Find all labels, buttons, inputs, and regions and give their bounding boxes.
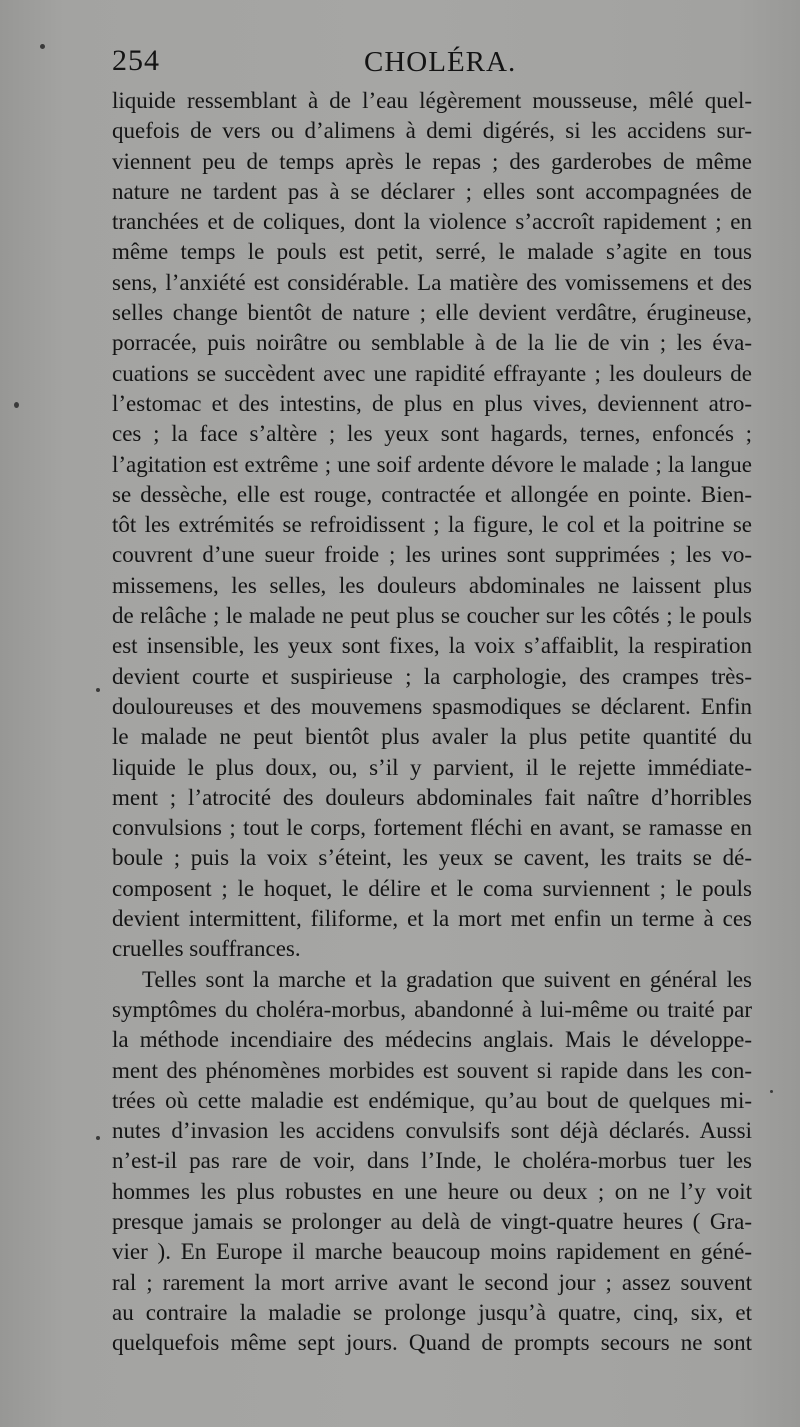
text-line: tranchées et de coliques, dont la violence s’accroît rapidement ; en [112, 209, 752, 235]
text-line: est insensible, les yeux sont fixes, la voix s’affaiblit, la respiration [112, 633, 752, 659]
text-line: presque jamais se prolonger au delà de vingt-quatre heures ( Gra- [112, 1208, 752, 1234]
text-line: cuations se succèdent avec une rapidité effrayante ; les douleurs de [112, 360, 752, 386]
text-line: convulsions ; tout le corps, fortement fléchi en avant, se ramasse en [112, 815, 752, 841]
text-line: ment ; l’atrocité des douleurs abdominales fait naître d’horribles [112, 784, 752, 810]
text-line: trées où cette maladie est endémique, qu’au bout de quelques mi- [112, 1087, 752, 1113]
text-line: cruelles souffrances. [112, 936, 301, 962]
text-line: ces ; la face s’altère ; les yeux sont hagards, ternes, enfoncés ; [112, 421, 752, 447]
text-line: quefois de vers ou d’alimens à demi digérés, si les accidens sur- [112, 118, 752, 144]
page-number: 254 [112, 44, 160, 77]
running-head: CHOLÉRA. [364, 46, 517, 78]
text-line: nature ne tardent pas à se déclarer ; elles sont accompagnées de [112, 178, 752, 204]
text-line: liquide le plus doux, ou, s’il y parvient, il le rejette immédiate- [112, 754, 752, 780]
text-line: sens, l’anxiété est considérable. La matière des vomissemens et des [112, 269, 752, 295]
paper-speck [40, 44, 45, 49]
text-line: symptômes du choléra-morbus, abandonné à lui-même ou traité par [112, 996, 752, 1022]
text-line: couvrent d’une sueur froide ; les urines sont supprimées ; les vo- [112, 542, 752, 568]
paper-speck [96, 1136, 100, 1140]
text-line: selles change bientôt de nature ; elle devient verdâtre, érugineuse, [112, 300, 752, 326]
text-line: vier ). En Europe il marche beaucoup moins rapidement en géné- [112, 1239, 752, 1265]
paragraph [112, 86, 752, 965]
text-line: hommes les plus robustes en une heure ou deux ; on ne l’y voit [112, 1178, 752, 1204]
text-line: douloureuses et des mouvemens spasmodiques se déclarent. Enfin [112, 693, 752, 719]
paper-speck [96, 688, 100, 692]
text-line: au contraire la maladie se prolonge jusqu’à quatre, cinq, six, et [112, 1299, 752, 1325]
text-line: liquide ressemblant à de l’eau légèrement mousseuse, mêlé quel- [112, 88, 752, 113]
text-line: même temps le pouls est petit, serré, le malade s’agite en tous [112, 239, 752, 265]
text-line: l’agitation est extrême ; une soif ardente dévore le malade ; la langue [112, 451, 752, 477]
text-line: ment des phénomènes morbides est souvent si rapide dans les con- [112, 1057, 752, 1083]
paper-speck [770, 1090, 773, 1093]
text-line: Telles sont la marche et la gradation que suivent en général les [142, 966, 752, 992]
text-line: se dessèche, elle est rouge, contractée et allongée en pointe. Bien- [112, 481, 752, 507]
text-line: porracée, puis noirâtre ou semblable à de la lie de vin ; les éva- [112, 330, 752, 356]
text-line: nutes d’invasion les accidens convulsifs sont déjà déclarés. Aussi [112, 1118, 752, 1144]
text-line: n’est-il pas rare de voir, dans l’Inde, le choléra-morbus tuer les [112, 1148, 752, 1174]
text-line: composent ; le hoquet, le délire et le coma surviennent ; le pouls [112, 875, 752, 901]
text-line: tôt les extrémités se refroidissent ; la figure, le col et la poitrine se [112, 512, 752, 538]
text-line: l’estomac et des intestins, de plus en plus vives, deviennent atro- [112, 390, 752, 416]
text-line: boule ; puis la voix s’éteint, les yeux se cavent, les traits se dé- [112, 845, 752, 871]
text-line: devient courte et suspirieuse ; la carphologie, des crampes très- [112, 663, 752, 689]
text-line: quelquefois même sept jours. Quand de prompts secours ne sont [112, 1330, 752, 1356]
text-line: le malade ne peut bientôt plus avaler la plus petite quantité du [112, 724, 752, 750]
text-line: viennent peu de temps après le repas ; des garderobes de même [112, 148, 752, 174]
paper-speck [14, 402, 19, 408]
text-line: de relâche ; le malade ne peut plus se coucher sur les côtés ; le pouls [112, 603, 752, 629]
text-line: devient intermittent, filiforme, et la mort met enfin un terme à ces [112, 906, 752, 932]
text-line: ral ; rarement la mort arrive avant le second jour ; assez souvent [112, 1269, 752, 1295]
body-text [112, 86, 752, 1358]
text-line: missemens, les selles, les douleurs abdominales ne laissent plus [112, 572, 752, 598]
paragraph [112, 965, 752, 1359]
text-line: la méthode incendiaire des médecins anglais. Mais le développe- [112, 1027, 752, 1053]
